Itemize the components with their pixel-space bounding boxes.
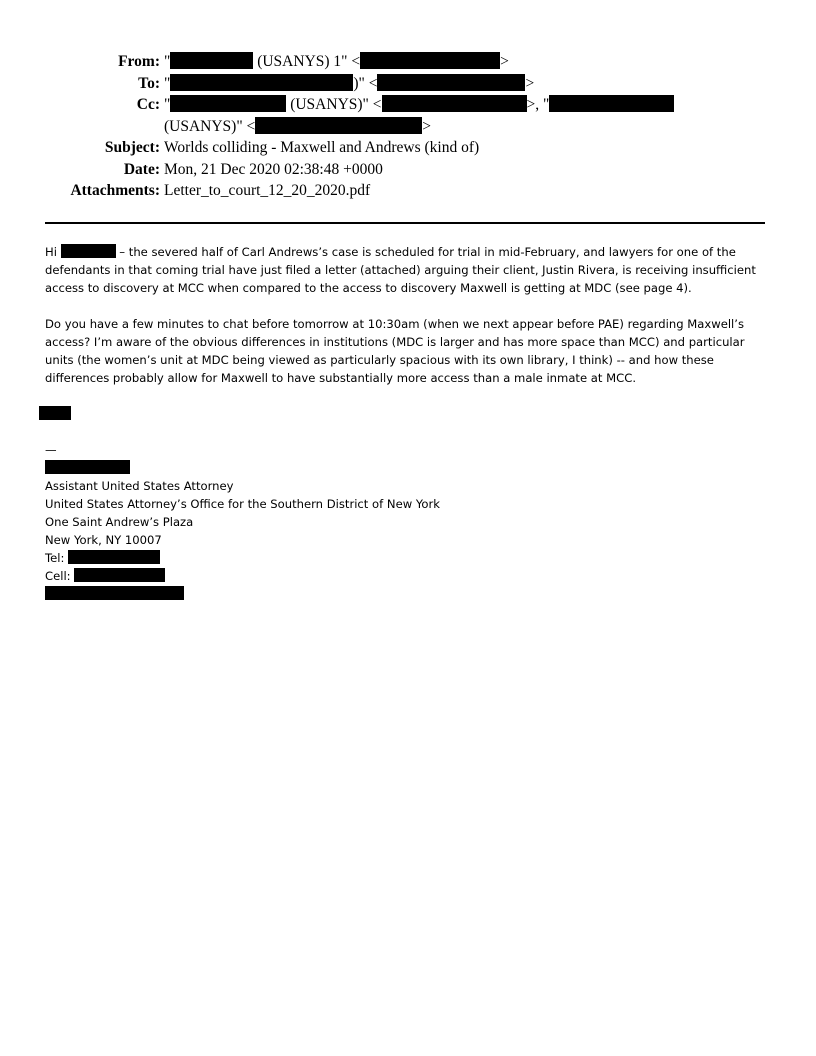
redaction-bar — [377, 74, 525, 91]
subject-label: Subject: — [104, 139, 160, 156]
email-header — [0, 51, 816, 202]
to-row — [0, 73, 816, 95]
signature-cell: Cell: — [45, 567, 770, 585]
date-row — [0, 159, 816, 181]
redaction-bar — [74, 568, 165, 582]
attachments-row — [0, 180, 816, 202]
date-value: Mon, 21 Dec 2020 02:38:48 +0000 — [164, 160, 383, 178]
signature-dash: — — [45, 443, 57, 457]
redaction-bar — [255, 117, 422, 134]
from-label: From: — [118, 53, 160, 70]
signature-office: United States Attorney’s Office for the Southern District of New York — [45, 497, 440, 511]
redaction-bar — [39, 406, 71, 420]
redaction-bar — [170, 74, 353, 91]
redaction-bar — [360, 52, 500, 69]
signature-email — [45, 585, 770, 603]
cc-row-continued — [0, 116, 816, 138]
subject-row — [0, 137, 816, 159]
redaction-bar — [382, 95, 527, 112]
cc-value-continued: (USANYS)" < > — [164, 117, 432, 135]
email-body — [45, 243, 770, 603]
redaction-bar — [68, 550, 160, 564]
to-value: " )" < > — [164, 74, 535, 92]
signoff-line — [45, 405, 770, 423]
to-label: To: — [138, 74, 160, 92]
cc-row — [0, 94, 816, 116]
redaction-bar — [45, 586, 184, 600]
signature-street: One Saint Andrew’s Plaza — [45, 515, 194, 529]
signature-tel: Tel: — [45, 549, 770, 567]
signature-title: Assistant United States Attorney — [45, 479, 234, 493]
redaction-bar — [61, 244, 116, 258]
attachment-filename[interactable]: Letter_to_court_12_20_2020.pdf — [164, 182, 371, 199]
attachments-label: Attachments: — [70, 182, 160, 199]
from-row — [0, 51, 816, 73]
header-divider — [45, 222, 765, 224]
redaction-bar — [170, 95, 286, 112]
redaction-bar — [170, 52, 253, 69]
redaction-bar — [549, 95, 674, 112]
from-value: " (USANYS) 1" < > — [164, 53, 509, 70]
signature-city: New York, NY 10007 — [45, 533, 162, 547]
redaction-bar — [45, 460, 130, 474]
signature-name — [45, 459, 770, 477]
body-paragraph-1: Hi – the severed half of Carl Andrews’s case is scheduled for trial in mid-February, and lawyers for one of the defendants in that coming trial have just filed a letter (attached) arguing their client, Justin Rivera, is receiving insufficient access to discovery at MCC when compared to the access to discovery Maxwell is getting at MDC (see page 4). — [45, 245, 756, 295]
cc-label: Cc: — [136, 96, 160, 113]
date-label: Date: — [123, 160, 160, 178]
cc-value: " (USANYS)" < >, " — [164, 94, 674, 116]
subject-value: Worlds colliding - Maxwell and Andrews (kind of) — [164, 139, 480, 156]
body-paragraph-2: Do you have a few minutes to chat before tomorrow at 10:30am (when we next appear before PAE) regarding Maxwell’s access? I’m aware of the obvious differences in institutions (MDC is larger and has more space than MCC) and particular units (the women’s unit at MDC being viewed as particularly spacious with its own library, I think) -- and how these differences probably allow for Maxwell to have substantially more access than a male inmate at MCC. — [45, 317, 745, 385]
